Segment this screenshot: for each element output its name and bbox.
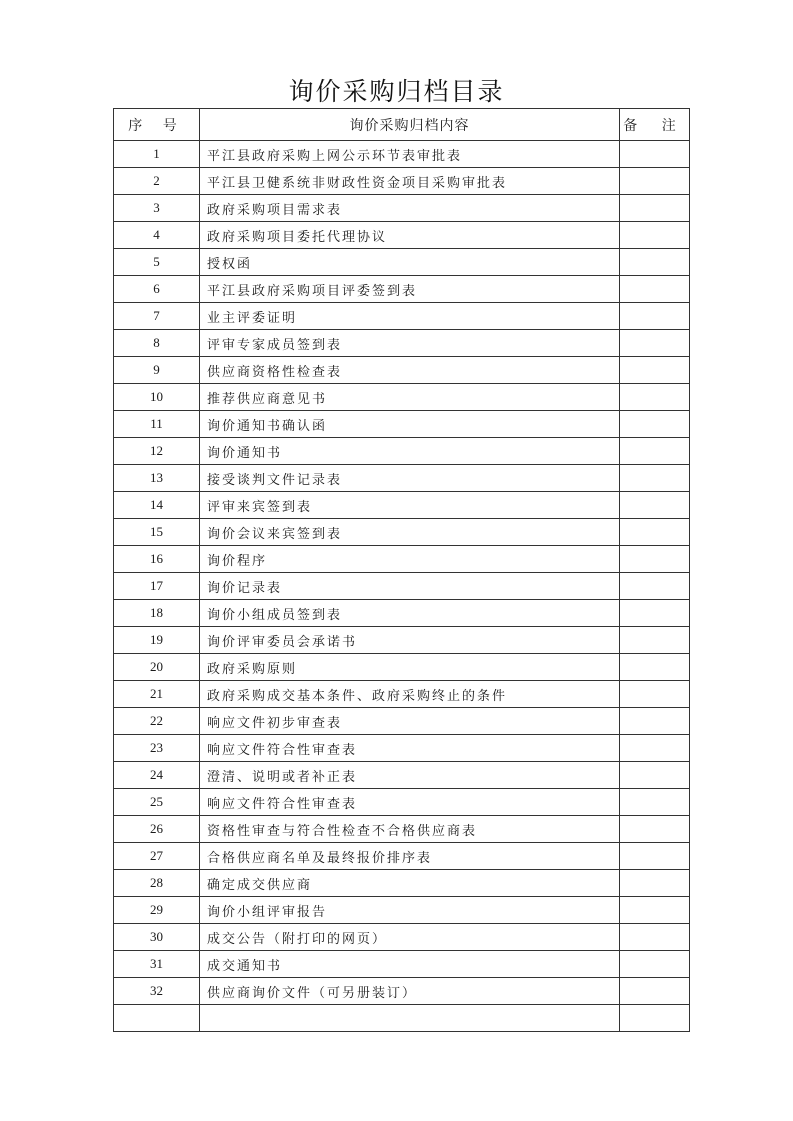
row-number: 15 <box>114 519 200 546</box>
table-row <box>114 249 690 276</box>
table-row <box>114 141 690 168</box>
row-content: 授权函 <box>200 249 620 276</box>
row-note <box>620 222 690 249</box>
table-row <box>114 330 690 357</box>
row-note <box>620 1005 690 1032</box>
row-number: 27 <box>114 843 200 870</box>
row-content: 成交公告（附打印的网页） <box>200 924 620 951</box>
row-number: 16 <box>114 546 200 573</box>
table-row <box>114 897 690 924</box>
row-content: 接受谈判文件记录表 <box>200 465 620 492</box>
row-note <box>620 681 690 708</box>
table-row <box>114 384 690 411</box>
table-row <box>114 789 690 816</box>
row-note <box>620 924 690 951</box>
table-row <box>114 438 690 465</box>
row-number: 14 <box>114 492 200 519</box>
row-note <box>620 573 690 600</box>
row-note <box>620 870 690 897</box>
table-row <box>114 681 690 708</box>
row-number: 26 <box>114 816 200 843</box>
table-row <box>114 573 690 600</box>
row-number: 10 <box>114 384 200 411</box>
table-row <box>114 735 690 762</box>
row-content: 平江县政府采购项目评委签到表 <box>200 276 620 303</box>
header-row <box>114 109 690 141</box>
row-number: 7 <box>114 303 200 330</box>
table-row <box>114 951 690 978</box>
row-number: 28 <box>114 870 200 897</box>
row-note <box>620 978 690 1005</box>
table-row <box>114 195 690 222</box>
row-number: 24 <box>114 762 200 789</box>
row-note <box>620 276 690 303</box>
table-row <box>114 411 690 438</box>
row-content: 资格性审查与符合性检查不合格供应商表 <box>200 816 620 843</box>
table-row <box>114 168 690 195</box>
table-row <box>114 1005 690 1032</box>
row-content: 供应商资格性检查表 <box>200 357 620 384</box>
row-number: 6 <box>114 276 200 303</box>
row-content: 询价通知书确认函 <box>200 411 620 438</box>
table-row <box>114 843 690 870</box>
row-number: 2 <box>114 168 200 195</box>
header-no: 序 号 <box>114 109 200 141</box>
archive-table <box>113 108 690 1032</box>
table-row <box>114 546 690 573</box>
row-note <box>620 816 690 843</box>
row-content: 平江县卫健系统非财政性资金项目采购审批表 <box>200 168 620 195</box>
row-note <box>620 708 690 735</box>
row-note <box>620 465 690 492</box>
table-body <box>114 141 690 1032</box>
row-content: 询价小组成员签到表 <box>200 600 620 627</box>
row-number: 3 <box>114 195 200 222</box>
row-content: 供应商询价文件（可另册装订） <box>200 978 620 1005</box>
row-note <box>620 600 690 627</box>
row-note <box>620 654 690 681</box>
row-note <box>620 168 690 195</box>
row-content: 询价记录表 <box>200 573 620 600</box>
table-row <box>114 708 690 735</box>
row-content: 询价程序 <box>200 546 620 573</box>
table-row <box>114 222 690 249</box>
table-row <box>114 762 690 789</box>
row-content: 业主评委证明 <box>200 303 620 330</box>
row-number: 29 <box>114 897 200 924</box>
row-content: 询价通知书 <box>200 438 620 465</box>
row-content: 成交通知书 <box>200 951 620 978</box>
row-note <box>620 789 690 816</box>
row-number: 32 <box>114 978 200 1005</box>
row-note <box>620 897 690 924</box>
row-content: 响应文件初步审查表 <box>200 708 620 735</box>
header-note: 备 注 <box>620 109 690 141</box>
row-content: 政府采购原则 <box>200 654 620 681</box>
row-content: 评审专家成员签到表 <box>200 330 620 357</box>
row-content: 评审来宾签到表 <box>200 492 620 519</box>
row-note <box>620 303 690 330</box>
row-content: 澄清、说明或者补正表 <box>200 762 620 789</box>
table-row <box>114 465 690 492</box>
table-row <box>114 654 690 681</box>
row-number: 22 <box>114 708 200 735</box>
row-number: 11 <box>114 411 200 438</box>
table-row <box>114 303 690 330</box>
row-note <box>620 762 690 789</box>
table-header <box>114 109 690 141</box>
row-content: 政府采购项目需求表 <box>200 195 620 222</box>
row-number: 30 <box>114 924 200 951</box>
row-content: 响应文件符合性审查表 <box>200 735 620 762</box>
row-content: 询价会议来宾签到表 <box>200 519 620 546</box>
row-note <box>620 438 690 465</box>
row-content: 政府采购项目委托代理协议 <box>200 222 620 249</box>
table-row <box>114 870 690 897</box>
row-number: 23 <box>114 735 200 762</box>
table-row <box>114 627 690 654</box>
row-number: 4 <box>114 222 200 249</box>
row-note <box>620 735 690 762</box>
row-content: 平江县政府采购上网公示环节表审批表 <box>200 141 620 168</box>
header-content: 询价采购归档内容 <box>200 109 620 141</box>
row-note <box>620 249 690 276</box>
row-number: 18 <box>114 600 200 627</box>
table-row <box>114 519 690 546</box>
row-content: 政府采购成交基本条件、政府采购终止的条件 <box>200 681 620 708</box>
row-number: 21 <box>114 681 200 708</box>
row-number: 12 <box>114 438 200 465</box>
row-note <box>620 330 690 357</box>
row-number: 25 <box>114 789 200 816</box>
row-content: 推荐供应商意见书 <box>200 384 620 411</box>
row-number: 19 <box>114 627 200 654</box>
row-content: 响应文件符合性审查表 <box>200 789 620 816</box>
table-row <box>114 600 690 627</box>
row-number: 9 <box>114 357 200 384</box>
row-note <box>620 141 690 168</box>
page-title: 询价采购归档目录 <box>288 77 505 106</box>
table-row <box>114 924 690 951</box>
row-number: 17 <box>114 573 200 600</box>
table-row <box>114 978 690 1005</box>
table-row <box>114 492 690 519</box>
row-number: 5 <box>114 249 200 276</box>
row-number: 20 <box>114 654 200 681</box>
row-content: 询价小组评审报告 <box>200 897 620 924</box>
row-note <box>620 843 690 870</box>
row-content <box>200 1005 620 1032</box>
row-content: 合格供应商名单及最终报价排序表 <box>200 843 620 870</box>
row-number: 31 <box>114 951 200 978</box>
row-note <box>620 546 690 573</box>
table-row <box>114 357 690 384</box>
row-number: 1 <box>114 141 200 168</box>
row-note <box>620 195 690 222</box>
table-row <box>114 276 690 303</box>
row-note <box>620 492 690 519</box>
row-note <box>620 384 690 411</box>
row-content: 确定成交供应商 <box>200 870 620 897</box>
row-note <box>620 519 690 546</box>
row-number <box>114 1005 200 1032</box>
row-number: 8 <box>114 330 200 357</box>
table-row <box>114 816 690 843</box>
row-note <box>620 951 690 978</box>
row-content: 询价评审委员会承诺书 <box>200 627 620 654</box>
row-note <box>620 627 690 654</box>
row-note <box>620 357 690 384</box>
row-number: 13 <box>114 465 200 492</box>
row-note <box>620 411 690 438</box>
